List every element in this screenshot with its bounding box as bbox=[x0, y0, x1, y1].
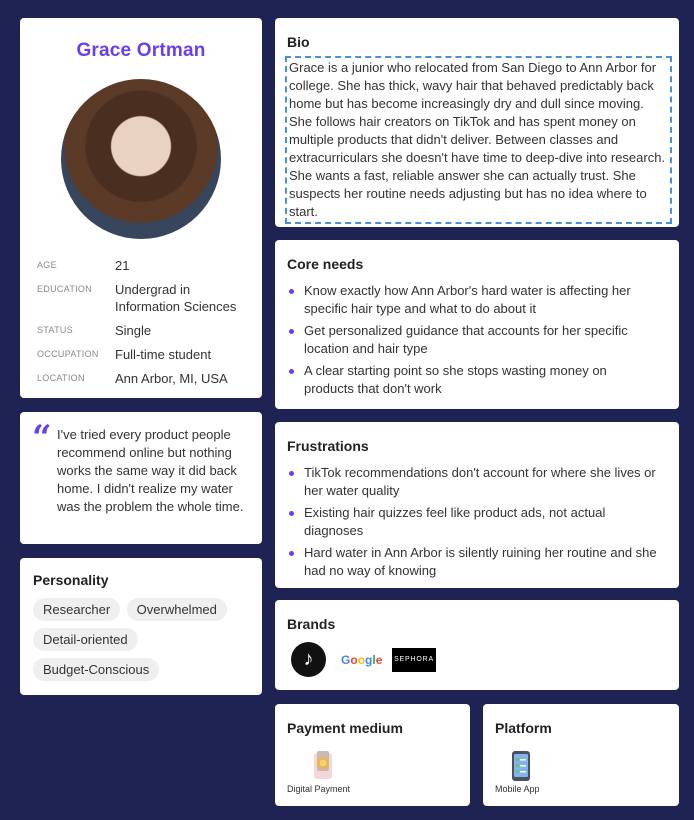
core-needs-title: Core needs bbox=[287, 256, 364, 272]
personality-tag: Researcher bbox=[33, 598, 120, 621]
platform-title: Platform bbox=[495, 720, 552, 736]
brands-title: Brands bbox=[287, 616, 336, 632]
persona-avatar bbox=[61, 79, 221, 239]
quote-icon: “ bbox=[32, 418, 52, 458]
personality-tag: Budget-Conscious bbox=[33, 658, 159, 681]
detail-row-location bbox=[37, 370, 262, 387]
detail-value: Single bbox=[115, 323, 152, 338]
brands-card bbox=[275, 600, 679, 690]
detail-label: LOCATION bbox=[37, 373, 85, 383]
list-item: Get personalized guidance that accounts for her specific location and hair type bbox=[287, 322, 659, 358]
detail-label: STATUS bbox=[37, 325, 73, 335]
personality-tags bbox=[33, 598, 253, 688]
sephora-logo: SEPHORA bbox=[392, 648, 436, 672]
quote-text: I've tried every product people recommend online but nothing works the same way it did back home. I didn't realize my water was the problem the whole time. bbox=[57, 427, 244, 514]
payment-title: Payment medium bbox=[287, 720, 403, 736]
core-needs-list bbox=[275, 282, 679, 398]
list-item: A clear starting point so she stops wasting money on products that don't work bbox=[287, 362, 659, 398]
detail-label: EDUCATION bbox=[37, 284, 93, 294]
payment-label: Digital Payment bbox=[287, 784, 351, 794]
bio-title: Bio bbox=[287, 34, 310, 50]
detail-value: Ann Arbor, MI, USA bbox=[115, 371, 228, 386]
core-needs-card bbox=[275, 240, 679, 409]
list-item: TikTok recommendations don't account for where she lives or her water quality bbox=[287, 464, 659, 500]
tiktok-logo: ♪ bbox=[291, 642, 326, 677]
detail-value: 21 bbox=[115, 258, 130, 273]
detail-value: Full-time student bbox=[115, 347, 212, 362]
detail-row-age bbox=[37, 257, 262, 274]
personality-title: Personality bbox=[33, 572, 109, 588]
bio-text[interactable]: Grace is a junior who relocated from San Diego to Ann Arbor for college. She has thick, wavy hair that behaved predictably back home but has become increasingly dry and dull since moving. She follows hair creators on TikTok and has spent money on multiple products that didn't deliver. Between classes and extracurriculars she doesn't have time to deep-dive into research. She wants a fast, reliable answer she can actually trust. She suspects her routine needs adjusting but has no idea where to start. bbox=[285, 56, 672, 224]
platform-label: Mobile App bbox=[495, 784, 540, 794]
list-item: Existing hair quizzes feel like product ads, not actual diagnoses bbox=[287, 504, 659, 540]
detail-value: Undergrad in Information Sciences bbox=[115, 282, 237, 314]
quote-card bbox=[20, 412, 262, 544]
personality-card bbox=[20, 558, 262, 695]
payment-icon bbox=[311, 750, 335, 785]
platform-card bbox=[483, 704, 679, 806]
google-logo: Google bbox=[341, 653, 383, 667]
mobile-phone-icon bbox=[511, 750, 531, 787]
personality-tag: Detail-oriented bbox=[33, 628, 138, 651]
personality-tag: Overwhelmed bbox=[127, 598, 227, 621]
frustrations-title: Frustrations bbox=[287, 438, 369, 454]
detail-label: OCCUPATION bbox=[37, 349, 99, 359]
persona-name: Grace Ortman bbox=[76, 40, 206, 61]
bio-card bbox=[275, 18, 679, 227]
list-item: Hard water in Ann Arbor is silently ruining her routine and she had no way of knowing bbox=[287, 544, 659, 580]
frustrations-list bbox=[275, 464, 679, 580]
detail-label: AGE bbox=[37, 260, 57, 270]
list-item: Know exactly how Ann Arbor's hard water is affecting her specific hair type and what to do about it bbox=[287, 282, 659, 318]
detail-row-education bbox=[37, 281, 262, 315]
detail-row-status bbox=[37, 322, 262, 339]
profile-details bbox=[37, 257, 262, 387]
profile-card bbox=[20, 18, 262, 398]
detail-row-occupation bbox=[37, 346, 262, 363]
frustrations-card bbox=[275, 422, 679, 588]
payment-card bbox=[275, 704, 470, 806]
